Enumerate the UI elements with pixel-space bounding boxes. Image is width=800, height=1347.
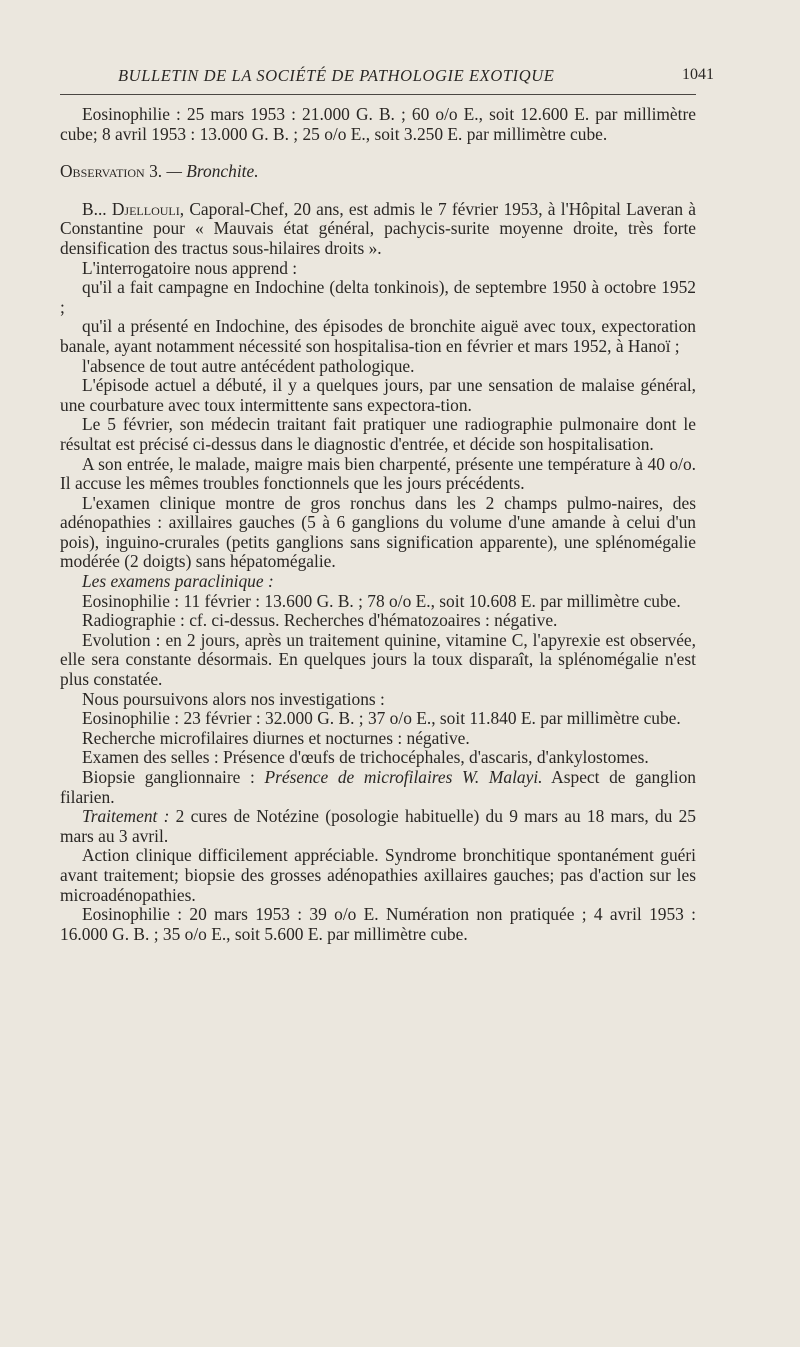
- paragraph: [60, 768, 696, 807]
- text: Eosinophilie : 20 mars 1953 : 39 o/o E. Numération non pratiquée ; 4 avril 1953 : 16.000 G. B. ; 35 o/o E., soit 5.600 E. par millimètre cube.: [60, 904, 696, 944]
- paragraph: [60, 846, 696, 905]
- text: Le 5 février, son médecin traitant fait pratiquer une radiographie pulmonaire dont le résultat est précisé ci-dessus dans le diagnostic d'entrée, et décide son hospitalisation.: [60, 414, 696, 454]
- text: Nous poursuivons alors nos investigations :: [82, 688, 385, 709]
- paragraph: [60, 709, 696, 729]
- text: qu'il a fait campagne en Indochine (delta tonkinois), de septembre 1950 à octobre 1952 ;: [60, 277, 696, 317]
- text: L'examen clinique montre de gros ronchus dans les 2 champs pulmo-naires, des adénopathies : axillaires gauches (5 à 6 ganglions du volume d'une amande à celui d'un pois), inguino-crurales (petits ganglions sans signification apparente), une splénomégalie modérée (2 doigts) sans hépatomégalie.: [60, 492, 696, 572]
- text: Caporal-Chef, 20 ans, est admis le 7 février 1953, à l'Hôpital Laveran à Constantine pour « Mauvais état général, pachycis-surite moyenne droite, très forte densification des tractus sous-hilaires droits ».: [60, 198, 696, 258]
- text: l'absence de tout autre antécédent pathologique.: [82, 355, 415, 376]
- paragraph: [60, 729, 696, 749]
- text: Examen des selles : Présence d'œufs de trichocéphales, d'ascaris, d'ankylostomes.: [82, 747, 649, 768]
- paragraph: [60, 415, 696, 454]
- text: A son entrée, le malade, maigre mais bien charpenté, présente une température à 40 o/o. Il accuse les mêmes troubles fonctionnels que les jours précédents.: [60, 453, 696, 494]
- paragraph: [60, 572, 696, 592]
- text: Radiographie : cf. ci-dessus. Recherches d'hématozoaires : négative.: [82, 610, 558, 631]
- paragraph: [60, 162, 696, 182]
- paragraph: [60, 105, 696, 144]
- journal-title: BULLETIN DE LA SOCIÉTÉ DE PATHOLOGIE EXOTIQUE: [118, 66, 555, 85]
- paragraph: [60, 631, 696, 690]
- author: B... Djellouli,: [82, 198, 185, 219]
- text: L'interrogatoire nous apprend :: [82, 257, 298, 278]
- italic: Traitement :: [82, 806, 170, 827]
- paragraph: [60, 278, 696, 317]
- obs_label: Observation 3.: [60, 161, 163, 182]
- paragraph: [60, 317, 696, 356]
- text: Action clinique difficilement appréciable. Syndrome bronchitique spontanément guéri avant traitement; biopsie des grosses adénopathies axillaires gauches; pas d'action sur les microadénopathies.: [60, 845, 696, 905]
- paragraph: [60, 748, 696, 768]
- page-number: 1041: [682, 66, 714, 83]
- italic_after: Présence de microfilaires W. Malayi.: [264, 767, 543, 787]
- text: Evolution : en 2 jours, après un traitement quinine, vitamine C, l'apyrexie est observée, elle sera constante désormais. En quelques jours la toux disparaît, la splénomégalie n'est plus constatée.: [60, 629, 696, 690]
- paragraph: [60, 376, 696, 415]
- tail: Aspect de ganglion filarien.: [60, 767, 696, 807]
- text: Eosinophilie : 11 février : 13.600 G. B. ; 78 o/o E., soit 10.608 E. par millimètre cube.: [82, 590, 681, 611]
- text: Eosinophilie : 25 mars 1953 : 21.000 G. B. ; 60 o/o E., soit 12.600 E. par millimètre cube; 8 avril 1953 : 13.000 G. B. ; 25 o/o E., soit 3.250 E. par millimètre cube.: [60, 104, 696, 144]
- text: 2 cures de Notézine (posologie habituelle) du 9 mars au 18 mars, du 25 mars au 3 avril.: [60, 806, 696, 846]
- paragraph: [60, 357, 696, 377]
- paragraph: [60, 592, 696, 612]
- paragraph: [60, 611, 696, 631]
- text: Recherche microfilaires diurnes et nocturnes : négative.: [82, 727, 470, 748]
- paragraph: [60, 807, 696, 846]
- obs_title: — Bronchite.: [166, 161, 259, 182]
- text: Biopsie ganglionnaire :: [82, 767, 265, 787]
- running-header: [60, 64, 714, 95]
- text: Eosinophilie : 23 février : 32.000 G. B. ; 37 o/o E., soit 11.840 E. par millimètre cube.: [82, 708, 681, 729]
- paragraph: [60, 455, 696, 494]
- paragraph: [60, 259, 696, 279]
- article-body: [60, 105, 696, 944]
- text: L'épisode actuel a débuté, il y a quelques jours, par une sensation de malaise général, une courbature avec toux intermittente sans expectora-tion.: [60, 375, 696, 415]
- italic: Les examens paraclinique :: [82, 571, 274, 592]
- text: qu'il a présenté en Indochine, des épisodes de bronchite aiguë avec toux, expectoration banale, ayant notamment nécessité son hospitalisa-tion en février et mars 1952, à Hanoï ;: [60, 316, 696, 356]
- paragraph: [60, 494, 696, 572]
- paragraph: [60, 690, 696, 710]
- paragraph: [60, 905, 696, 944]
- paragraph: [60, 200, 696, 259]
